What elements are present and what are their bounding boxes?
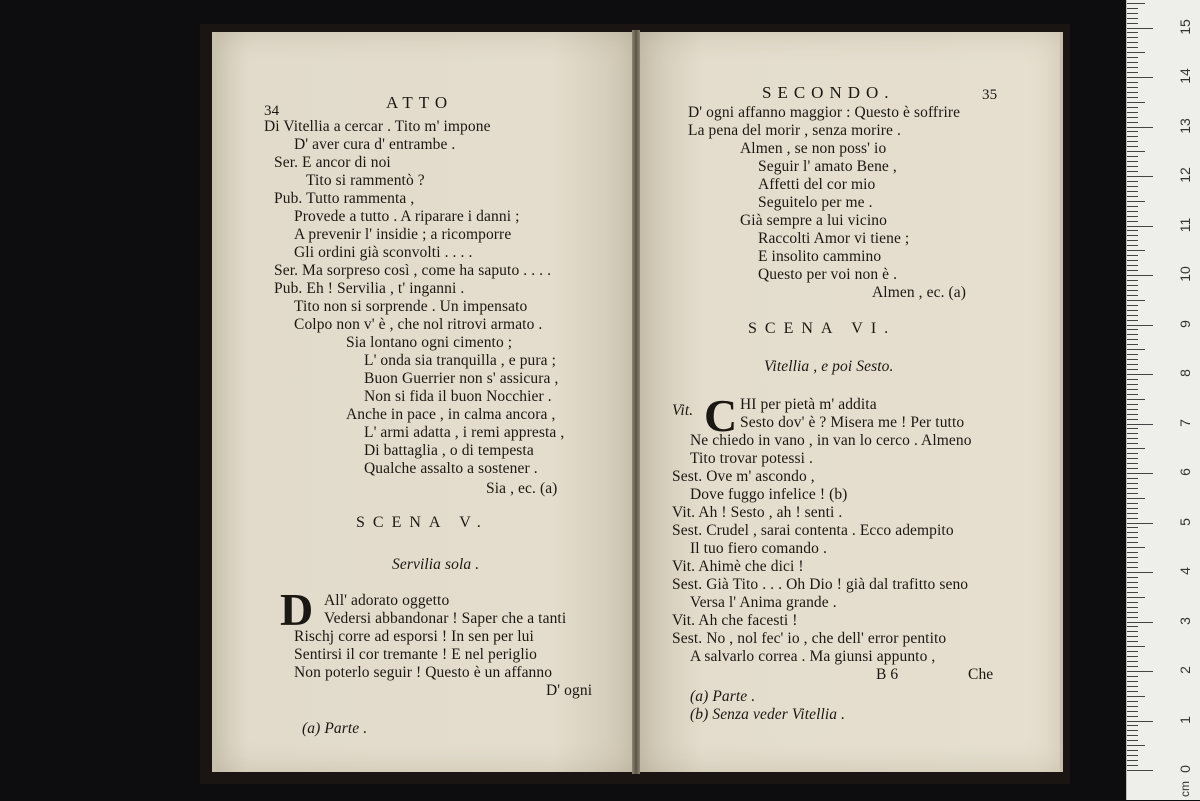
ruler-tick [1127, 87, 1138, 88]
signature-mark: B 6 [876, 666, 899, 683]
ruler-tick [1127, 428, 1138, 429]
text-line: Ser. E ancor di noi [274, 154, 391, 171]
ruler-tick [1127, 414, 1138, 415]
drop-cap: C [704, 390, 738, 441]
ruler-tick [1127, 740, 1138, 741]
ruler-tick [1127, 552, 1138, 553]
ruler-tick [1127, 607, 1138, 608]
ruler-tick [1127, 696, 1145, 697]
text-line: La pena del morir , senza morire . [688, 122, 901, 139]
ruler-tick [1127, 622, 1153, 623]
ruler-tick [1127, 320, 1138, 321]
ruler-tick [1127, 458, 1138, 459]
ruler-tick [1127, 102, 1145, 103]
ruler-tick [1127, 711, 1138, 712]
text-line: Di battaglia , o di tempesta [364, 442, 534, 459]
text-line: E insolito cammino [758, 248, 882, 265]
ruler-tick [1127, 52, 1145, 53]
ruler-tick [1127, 285, 1138, 286]
ruler-label: 3 [1177, 616, 1193, 625]
ruler-tick [1127, 250, 1145, 251]
text-line: L' armi adatta , i remi appresta , [364, 424, 565, 441]
ruler-tick [1127, 745, 1145, 746]
ruler-tick [1127, 131, 1138, 132]
text-line: Colpo non v' è , che nol ritrovi armato . [294, 316, 543, 333]
text-line: Vit. Ah ! Sesto , ah ! senti . [672, 504, 843, 521]
text-line: Anche in pace , in calma ancora , [346, 406, 556, 423]
ruler-tick [1127, 542, 1138, 543]
ruler-tick [1127, 28, 1153, 29]
ruler-tick [1127, 532, 1138, 533]
ruler-tick [1127, 725, 1138, 726]
text-line: Già sempre a lui vicino [740, 212, 887, 229]
ruler-tick [1127, 156, 1138, 157]
ruler-tick [1127, 656, 1138, 657]
ruler-tick [1127, 166, 1138, 167]
ruler-tick [1127, 721, 1153, 722]
ruler-tick [1127, 760, 1138, 761]
ruler-tick [1127, 582, 1138, 583]
ruler-tick [1127, 18, 1138, 19]
ruler-tick [1127, 176, 1153, 177]
ruler-tick [1127, 508, 1138, 509]
ruler-tick [1127, 221, 1138, 222]
footnote: (a) Parte . [302, 720, 368, 737]
ruler-tick [1127, 636, 1138, 637]
ruler-tick [1127, 646, 1145, 647]
left-page [212, 32, 636, 772]
ruler-tick [1127, 384, 1138, 385]
ruler-tick [1127, 37, 1138, 38]
ruler-tick [1127, 493, 1138, 494]
ruler-tick [1127, 513, 1138, 514]
text-line: Seguir l' amato Bene , [758, 158, 897, 175]
ruler-tick [1127, 206, 1138, 207]
ruler-label: 0 [1177, 765, 1193, 773]
ruler-tick [1127, 404, 1138, 405]
ruler-tick [1127, 577, 1138, 578]
ruler-tick [1127, 612, 1138, 613]
ruler-tick [1127, 8, 1138, 9]
ruler-label: 14 [1177, 68, 1193, 84]
ruler-tick [1127, 394, 1138, 395]
text-line: L' onda sia tranquilla , e pura ; [364, 352, 557, 369]
ruler-tick [1127, 730, 1138, 731]
footnote: (a) Parte . [690, 688, 756, 705]
text-line: Gli ordini già sconvolti . . . . [294, 244, 473, 261]
ruler-tick [1127, 547, 1145, 548]
ruler-tick [1127, 97, 1138, 98]
catchword: D' ogni [546, 682, 593, 699]
text-line: D' aver cura d' entrambe . [294, 136, 456, 153]
ruler-tick [1127, 230, 1138, 231]
text-line: Pub. Tutto rammenta , [274, 190, 415, 207]
ruler-tick [1127, 443, 1138, 444]
ruler-tick [1127, 448, 1145, 449]
right-page [640, 32, 1063, 772]
ruler-tick [1127, 339, 1138, 340]
book-gutter [632, 30, 640, 774]
text-line: Affetti del cor mio [758, 176, 876, 193]
text-line: Seguitelo per me . [758, 194, 873, 211]
ruler-tick [1127, 23, 1138, 24]
ruler-tick [1127, 770, 1153, 771]
ruler-tick [1127, 270, 1138, 271]
ruler-tick [1127, 255, 1138, 256]
ruler-tick [1127, 216, 1138, 217]
text-line: Sest. Già Tito . . . Oh Dio ! già dal trafitto seno [672, 576, 969, 593]
ruler-tick [1127, 329, 1138, 330]
ruler-tick [1127, 716, 1138, 717]
ruler-tick [1127, 562, 1138, 563]
scene-title: SCENA VI. [748, 320, 897, 337]
scene-subtitle: Vitellia , e poi Sesto. [764, 358, 894, 375]
ruler-label: 1 [1177, 715, 1193, 724]
ruler-tick [1127, 617, 1138, 618]
open-book [200, 24, 1070, 784]
ruler-tick [1127, 676, 1138, 677]
text-line: Sentirsi il cor tremante ! E nel periglio [294, 646, 537, 663]
ruler-tick [1127, 765, 1138, 766]
ruler-tick [1127, 275, 1153, 276]
text-line: Raccolti Amor vi tiene ; [758, 230, 910, 247]
text-line: Tito trovar potessi . [690, 450, 813, 467]
ruler-label: 7 [1177, 418, 1193, 427]
ruler-tick [1127, 433, 1138, 434]
ruler-tick [1127, 136, 1138, 137]
text-line: Questo per voi non è . [758, 266, 898, 283]
ruler-label: 10 [1177, 266, 1193, 282]
ruler-tick [1127, 127, 1153, 128]
text-line: Ser. Ma sorpreso così , come ha saputo . . . . [274, 262, 552, 279]
text-line: Di Vitellia a cercar . Tito m' impone [264, 118, 491, 135]
ruler-label: 9 [1177, 319, 1193, 328]
text-line: Pub. Eh ! Servilia , t' inganni . [274, 280, 465, 297]
ruler-tick [1127, 161, 1138, 162]
ruler-tick [1127, 671, 1153, 672]
ruler-tick [1127, 349, 1145, 350]
text-line: Sesto dov' è ? Misera me ! Per tutto [740, 414, 965, 431]
ruler-tick [1127, 67, 1138, 68]
ruler-tick [1127, 364, 1138, 365]
ruler-tick [1127, 245, 1138, 246]
text-line: Ne chiedo in vano , in van lo cerco . Almeno [690, 432, 972, 449]
text-line: Dove fuggo infelice ! (b) [690, 486, 848, 503]
ruler-tick [1127, 235, 1138, 236]
ruler-tick [1127, 112, 1138, 113]
ruler-tick [1127, 379, 1138, 380]
drop-cap: D [280, 584, 314, 635]
ruler-tick [1127, 651, 1138, 652]
ruler-tick [1127, 92, 1138, 93]
text-line: Almen , ec. (a) [872, 284, 967, 301]
catchword: Che [968, 666, 994, 683]
text-line: Non si fida il buon Nocchier . [364, 388, 552, 405]
ruler-tick [1127, 483, 1138, 484]
ruler-tick [1127, 359, 1138, 360]
ruler-tick [1127, 13, 1138, 14]
running-head: ATTO [386, 93, 454, 112]
ruler-tick [1127, 82, 1138, 83]
ruler-tick [1127, 735, 1138, 736]
ruler-tick [1127, 344, 1138, 345]
ruler-label: 13 [1177, 117, 1193, 134]
ruler-tick [1127, 572, 1153, 573]
ruler-tick [1127, 107, 1138, 108]
ruler-tick [1127, 701, 1138, 702]
ruler-tick [1127, 196, 1138, 197]
running-head: SECONDO. [762, 83, 895, 102]
ruler-tick [1127, 117, 1138, 118]
text-line: Non poterlo seguir ! Questo è un affanno [294, 664, 553, 681]
text-line: Buon Guerrier non s' assicura , [364, 370, 559, 387]
text-line: Vedersi abbandonar ! Saper che a tanti [324, 610, 567, 627]
ruler-tick [1127, 369, 1138, 370]
ruler-tick [1127, 399, 1145, 400]
text-line: Almen , se non poss' io [740, 140, 887, 157]
ruler-tick [1127, 151, 1145, 152]
ruler-tick [1127, 424, 1153, 425]
text-line: Rischj corre ad esporsi ! In sen per lui [294, 628, 534, 645]
text-line: Sia lontano ogni cimento ; [346, 334, 513, 351]
text-line: Versa l' Anima grande . [690, 594, 837, 611]
text-line: Qualche assalto a sostener . [364, 460, 538, 477]
ruler-label: 12 [1177, 167, 1193, 183]
ruler-tick [1127, 191, 1138, 192]
ruler-tick [1127, 240, 1138, 241]
ruler-tick [1127, 211, 1138, 212]
text-line: Vit. Ah che facesti ! [672, 612, 798, 629]
ruler-tick [1127, 57, 1138, 58]
ruler-tick [1127, 755, 1138, 756]
measuring-ruler [1126, 0, 1200, 800]
ruler-label: 6 [1177, 468, 1193, 476]
ruler-tick [1127, 691, 1138, 692]
ruler-tick [1127, 409, 1138, 410]
text-line: HI per pietà m' addita [740, 396, 877, 413]
ruler-tick [1127, 3, 1145, 4]
ruler-tick [1127, 315, 1138, 316]
ruler-label: 11 [1177, 217, 1193, 232]
ruler-tick [1127, 597, 1145, 598]
ruler-tick [1127, 750, 1138, 751]
text-line: A salvarlo correa . Ma giunsi appunto , [690, 648, 936, 665]
ruler-tick [1127, 661, 1138, 662]
ruler-tick [1127, 47, 1138, 48]
ruler-tick [1127, 602, 1138, 603]
text-line: Tito si rammentò ? [306, 172, 425, 189]
text-line: Tito non si sorprende . Un impensato [294, 298, 528, 315]
ruler-tick [1127, 641, 1138, 642]
ruler-tick [1127, 62, 1138, 63]
ruler-tick [1127, 498, 1145, 499]
ruler-tick [1127, 42, 1138, 43]
ruler-tick [1127, 260, 1138, 261]
scene-subtitle: Servilia sola . [392, 556, 480, 573]
ruler-tick [1127, 280, 1138, 281]
ruler-tick [1127, 488, 1138, 489]
ruler-tick [1127, 305, 1138, 306]
ruler-tick [1127, 706, 1138, 707]
ruler-tick [1127, 537, 1138, 538]
ruler-label: 8 [1177, 369, 1193, 377]
ruler-tick [1127, 686, 1138, 687]
ruler-tick [1127, 518, 1138, 519]
ruler-tick [1127, 453, 1138, 454]
ruler-tick [1127, 438, 1138, 439]
text-line: Sest. Crudel , sarai contenta . Ecco adempito [672, 522, 954, 539]
text-line: Sest. No , nol fec' io , che dell' error pentito [672, 630, 947, 647]
ruler-tick [1127, 567, 1138, 568]
ruler-tick [1127, 557, 1138, 558]
ruler-tick [1127, 141, 1138, 142]
ruler-tick [1127, 325, 1153, 326]
ruler-tick [1127, 419, 1138, 420]
ruler-tick [1127, 310, 1138, 311]
text-line: Provede a tutto . A riparare i danni ; [294, 208, 520, 225]
ruler-label: 4 [1177, 567, 1193, 575]
ruler-tick [1127, 290, 1138, 291]
ruler-tick [1127, 503, 1138, 504]
ruler-unit: cm [1178, 781, 1192, 797]
ruler-tick [1127, 389, 1138, 390]
ruler-tick [1127, 32, 1138, 33]
text-line: D' ogni affanno maggior : Questo è soffrire [688, 104, 961, 121]
ruler-tick [1127, 181, 1138, 182]
ruler-tick [1127, 295, 1138, 296]
text-line: A prevenir l' insidie ; a ricomporre [294, 226, 512, 243]
text-line: Sest. Ove m' ascondo , [672, 468, 815, 485]
ruler-tick [1127, 666, 1138, 667]
text-line: All' adorato oggetto [324, 592, 450, 609]
page-number: 34 [264, 103, 280, 119]
ruler-tick [1127, 265, 1138, 266]
ruler-tick [1127, 478, 1138, 479]
ruler-tick [1127, 122, 1138, 123]
ruler-tick [1127, 201, 1145, 202]
ruler-tick [1127, 631, 1138, 632]
ruler-tick [1127, 463, 1138, 464]
scene-title: SCENA V. [356, 514, 489, 531]
ruler-tick [1127, 587, 1138, 588]
ruler-tick [1127, 72, 1138, 73]
ruler-tick [1127, 592, 1138, 593]
ruler-tick [1127, 626, 1138, 627]
page-number: 35 [982, 87, 998, 103]
text-line: Il tuo fiero comando . [690, 540, 827, 557]
ruler-tick [1127, 300, 1145, 301]
ruler-tick [1127, 681, 1138, 682]
ruler-tick [1127, 186, 1138, 187]
footnote: (b) Senza veder Vitellia . [690, 706, 846, 723]
ruler-label: 5 [1177, 517, 1193, 526]
ruler-tick [1127, 527, 1138, 528]
ruler-tick [1127, 334, 1138, 335]
speaker: Vit. [672, 402, 694, 419]
ruler-tick [1127, 473, 1153, 474]
ruler-label: 15 [1177, 18, 1193, 35]
text-line: Sia , ec. (a) [486, 480, 558, 497]
ruler-tick [1127, 468, 1138, 469]
ruler-label: 2 [1177, 666, 1193, 674]
ruler-tick [1127, 171, 1138, 172]
ruler-tick [1127, 354, 1138, 355]
ruler-tick [1127, 523, 1153, 524]
text-line: Vit. Ahimè che dici ! [672, 558, 804, 575]
ruler-tick [1127, 374, 1153, 375]
ruler-tick [1127, 226, 1153, 227]
ruler-tick [1127, 77, 1153, 78]
ruler-tick [1127, 146, 1138, 147]
